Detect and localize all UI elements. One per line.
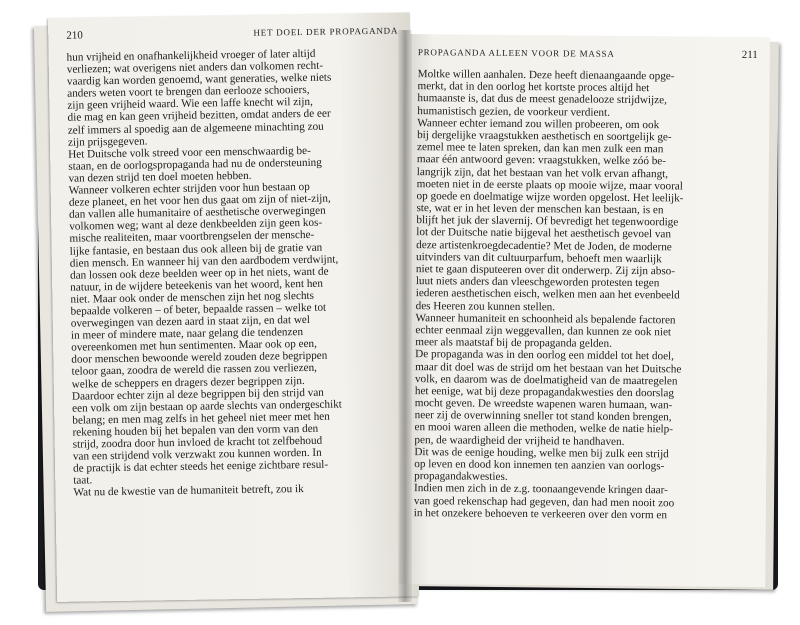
text-line: anders weten voort te brengen dan eerlooze schooiers, — [67, 84, 310, 100]
text-line: humanistisch gezien, de voorkeur verdient. — [417, 104, 611, 119]
text-line: maar dit doel was de strijd om het bestaan van het Duitsche — [415, 360, 682, 375]
text-line: zemel mee te laten spreken, dan kan men zulk een man — [416, 141, 664, 156]
text-line: maar één antwoord geven: vraagstukken, welke zóó be- — [416, 153, 667, 168]
text-line: deze planeet, en het voor hen dus gaat om zijn of niet-zijn, — [68, 192, 331, 209]
text-line: van een strijdend volk verzwakt zou kunnen worden. In — [72, 446, 322, 463]
text-line: des Heeren zou kunnen stellen. — [415, 299, 556, 313]
text-line: Indien men zich in de z.g. toonaangevende kringen daar- — [413, 482, 668, 497]
text-line: merkt, dat in den oorlog het kortste proces altijd het — [417, 80, 650, 95]
text-line: ste, wat er in het leven der menschen kan bestaan, is en — [416, 202, 664, 217]
left-chapter-title: HET DOEL DER PROPAGANDA — [253, 25, 399, 38]
text-line: volk, en daarom was de doelmatigheid van de maatregelen — [414, 372, 678, 388]
text-line: iederen aesthetischen eisch, welken men aan het evenbeeld — [415, 287, 680, 302]
text-line: op leven en dood kon innemen ten aanzien van oorlogs- — [414, 458, 665, 473]
text-line: een volk om zijn bestaan op aarde slechts van ondergeschikt — [72, 398, 342, 415]
text-line: taat. — [73, 474, 93, 487]
text-line: niet. Maar ook onder de menschen zijn het nog slechts — [70, 289, 315, 306]
text-line: bepaalde volkeren – of beter, bepaalde rassen – welke tot — [70, 301, 327, 318]
left-page — [48, 12, 419, 602]
text-line: Wanneer echter iemand zou willen probeeren, om ook — [417, 116, 660, 131]
text-line: echter eenmaal zijn weggevallen, dan kunnen ze ook niet — [415, 324, 672, 339]
text-line: lot der Duitsche natie bijgeval het aesthetisch gevoel van — [416, 226, 672, 241]
text-line: de practijk is dat echter steeds het eenige zichtbare resul- — [72, 458, 329, 475]
text-line: mische realiteiten, maar voortbrengselen der mensche- — [69, 229, 315, 246]
text-line: belang; en men mag zelfs in het geheel niet meer met hen — [72, 410, 330, 427]
text-line: dan vallen alle humanitaire of aesthetische overwegingen — [69, 204, 326, 221]
right-page — [399, 34, 770, 587]
right-page-text — [414, 68, 756, 522]
right-page-number: 211 — [741, 48, 758, 62]
text-line: blijft het juk der slavernij. Of bevredigt het tegenwoordige — [416, 214, 679, 229]
text-line: en mooi waren alleen die methoden, welke de natie hielp- — [414, 421, 674, 436]
text-line: neer zij de overwinning sneller tot stand konden brengen, — [414, 409, 672, 424]
text-line: Daardoor echter zijn al deze begrippen bij den strijd van — [71, 386, 324, 403]
text-line: het eenige, wat bij deze propagandakwesties den doorslag — [414, 384, 675, 400]
text-line: lijke fantasie, en bestaan dus ook alleen bij de gratie van — [69, 241, 323, 258]
right-chapter-title: PROPAGANDA ALLEEN VOOR DE MASSA — [417, 47, 615, 59]
text-line: propagandakwesties. — [414, 470, 508, 484]
text-line: zijn geen vrijheid waard. Wie een laffe knecht wil zijn, — [67, 96, 313, 113]
text-line: in meer of mindere mate, naar gelang die tendenzen — [70, 326, 304, 342]
text-line: hun vrijheid en onafhankelijkheid vroeger of later altijd — [66, 47, 316, 64]
text-line: rekening houden bij het bepalen van den vorm van den — [72, 422, 319, 439]
text-line: zelf immers al spoedig aan de algemeene minachting zou — [67, 120, 324, 137]
text-line: niet te gaan disputeeren over dit onderwerp. Zij zijn abso- — [415, 263, 676, 278]
right-running-head — [418, 46, 758, 61]
text-line: Wanneer humaniteit en schoonheid als bepalende factoren — [415, 311, 676, 327]
text-line: De propaganda was in den oorlog een middel tot het doel, — [415, 348, 675, 363]
text-line: die mag en kan geen vrijheid bezitten, omdat anders de eer — [67, 108, 331, 125]
text-line: in het onzekere behoeven te verkeeren over den vorm en — [413, 506, 668, 522]
text-line: deze artistenkroegdecadentie? Met de Joden, de moderne — [416, 238, 672, 253]
text-line: zijn prijsgegeven. — [67, 135, 148, 149]
text-line: bij dergelijke vraagstukken aesthetisch en soortgelijk ge- — [417, 129, 672, 144]
text-line: van goed rekenschap had gegeven, dan had men nooit zoo — [413, 494, 675, 509]
text-line: uitvinders van dit cultuurparfum, behoeft men waarlijk — [416, 250, 662, 266]
text-line: Het Duitsche volk streed voor een menschwaardig be- — [68, 144, 311, 161]
text-line: natuur, in de wijdere beteekenis van het woord, kent hen — [70, 277, 324, 294]
text-line: meer als maatstaf bij de propaganda gelden. — [415, 336, 612, 350]
text-line: langrijk zijn, dat het bestaan van het volk ervan afhangt, — [416, 165, 669, 180]
text-line: mocht geven. De wreedste wapenen waren humaan, wan- — [414, 397, 673, 412]
text-line: pen, de waardigheid der vrijheid te handhaven. — [414, 433, 625, 448]
text-line: strijd, zoodra door hun invloed de kracht tot zelfbehoud — [72, 434, 323, 451]
text-line: welke de scheppers en dragers dezer begrippen zijn. — [71, 374, 305, 391]
text-line: overwegingen van dezen aard in staat zijn, en dat wel — [70, 313, 311, 330]
text-line: vaardig kan worden genoemd, want generaties, welke niets — [66, 71, 332, 88]
text-line: staan, en de oorlogspropaganda had nu de ondersteuning — [68, 156, 322, 173]
text-line: Wanneer volkeren echter strijden voor hun bestaan op — [68, 180, 310, 197]
text-line: door menschen bewoonde wereld zouden deze begrippen — [71, 349, 328, 367]
book-gutter — [398, 30, 412, 602]
text-line: overeenkomen met hun sentimenten. Maar ook op een, — [71, 338, 317, 354]
text-line: volkomen weg; want al deze denkbeelden zijn geen kos- — [69, 217, 323, 234]
text-line: humaanste is, dat dus de meest genadelooze strijdwijze, — [417, 92, 667, 107]
text-line: Wat nu de kwestie van de humaniteit betreft, zou ik — [73, 483, 304, 500]
left-running-head — [66, 25, 398, 42]
text-line: teloor gaan, zoodra de wereld die rassen zou verliezen, — [71, 362, 318, 379]
text-line: van dezen strijd ten doel moeten hebben. — [68, 169, 252, 185]
text-line: dan lossen ook deze beelden weer op in het niets, want de — [69, 265, 329, 282]
text-line: Dit was de eenige houding, welke men bij zulk een strijd — [414, 445, 669, 461]
left-page-text — [67, 47, 404, 500]
text-line: op goede en doelmatige wijze worden opgelost. Het leelijk- — [416, 189, 684, 205]
text-line: luut niets anders dan vleeschgeworden protesten tegen — [415, 275, 660, 290]
text-line: moeten niet in de eerste plaats op mooie wijze, maar vooral — [416, 177, 683, 193]
text-line: verliezen; wat overigens niet anders dan volkomen recht- — [66, 59, 324, 76]
text-line: Moltke willen aanhalen. Deze heeft dienaangaande opge- — [417, 68, 675, 83]
left-page-number: 210 — [66, 29, 83, 42]
text-line: dien mensch. En wanneer hij van den aardbodem verdwijnt, — [69, 253, 339, 270]
